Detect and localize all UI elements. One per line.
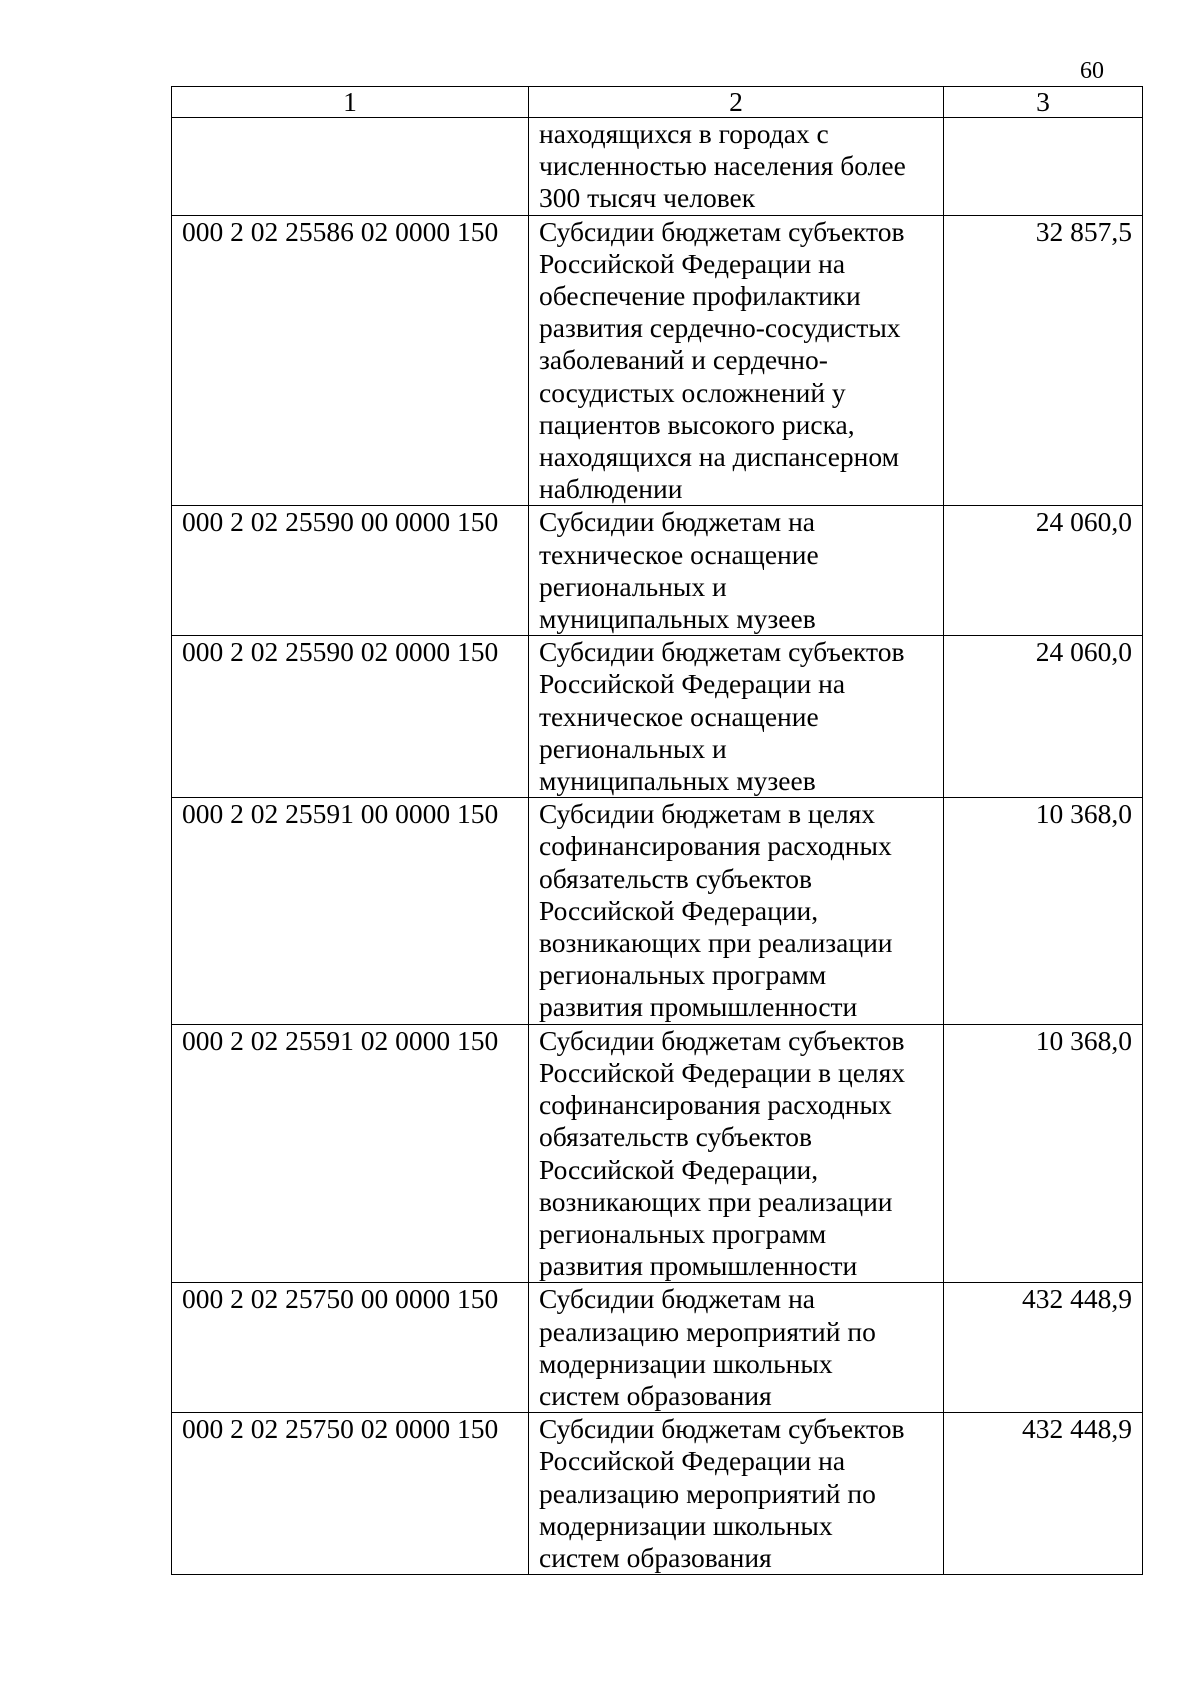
description-line: Субсидии бюджетам субъектов — [539, 636, 905, 668]
description-line: пациентов высокого риска, — [539, 408, 855, 440]
description-line: обеспечение профилактики — [539, 280, 861, 312]
amount-cell: 10 368,0 — [944, 798, 1143, 1024]
description-line: Российской Федерации на — [539, 1445, 846, 1477]
amount-cell — [944, 118, 1143, 216]
budget-code-cell: 000 2 02 25750 02 0000 150 — [172, 1413, 529, 1575]
description-line: муниципальных музеев — [539, 765, 816, 797]
description-line: Российской Федерации, — [539, 894, 819, 926]
header-row — [172, 87, 1143, 118]
column-header-2: 2 — [529, 87, 944, 118]
budget-code-cell — [172, 118, 529, 216]
description-line: Субсидии бюджетам на — [539, 506, 815, 538]
description-line: Субсидии бюджетам на — [539, 1283, 815, 1315]
amount-cell: 432 448,9 — [944, 1413, 1143, 1575]
description-cell — [529, 636, 944, 798]
description-line: Российской Федерации, — [539, 1153, 819, 1185]
description-cell — [529, 118, 944, 216]
description-line: региональных и — [539, 570, 727, 602]
budget-table — [171, 86, 1143, 1575]
description-cell — [529, 1024, 944, 1283]
table-row — [172, 1413, 1143, 1575]
amount-cell: 24 060,0 — [944, 506, 1143, 636]
description-line: Российской Федерации на — [539, 668, 846, 700]
page-number: 60 — [1080, 58, 1104, 84]
description-line: развития промышленности — [539, 991, 858, 1023]
description-line: возникающих при реализации — [539, 1185, 893, 1217]
amount-cell: 10 368,0 — [944, 1024, 1143, 1283]
description-line: обязательств субъектов — [539, 862, 812, 894]
table-body — [172, 118, 1143, 1575]
description-cell — [529, 1283, 944, 1413]
budget-code-cell: 000 2 02 25590 02 0000 150 — [172, 636, 529, 798]
description-line: софинансирования расходных — [539, 1089, 892, 1121]
description-line: Российской Федерации в целях — [539, 1056, 906, 1088]
budget-code-cell: 000 2 02 25750 00 0000 150 — [172, 1283, 529, 1413]
budget-code-cell: 000 2 02 25590 00 0000 150 — [172, 506, 529, 636]
description-cell — [529, 798, 944, 1024]
table-row — [172, 215, 1143, 506]
description-line: находящихся в городах с — [539, 118, 829, 149]
description-line: систем образования — [539, 1379, 772, 1411]
column-header-3: 3 — [944, 87, 1143, 118]
description-line: региональных и — [539, 732, 727, 764]
description-cell — [529, 215, 944, 506]
table-row — [172, 636, 1143, 798]
description-line: региональных программ — [539, 1217, 827, 1249]
description-line: численностью населения более — [539, 150, 906, 182]
description-line: Субсидии бюджетам субъектов — [539, 215, 905, 247]
table-row — [172, 1024, 1143, 1283]
description-line: наблюдении — [539, 473, 683, 505]
description-line: региональных программ — [539, 959, 827, 991]
description-line: техническое оснащение — [539, 538, 819, 570]
description-line: техническое оснащение — [539, 700, 819, 732]
description-line: возникающих при реализации — [539, 927, 893, 959]
description-line: софинансирования расходных — [539, 830, 892, 862]
description-line: сосудистых осложнений у — [539, 376, 846, 408]
description-line: 300 тысяч человек — [539, 182, 756, 214]
description-line: реализацию мероприятий по — [539, 1315, 876, 1347]
description-line: Субсидии бюджетам в целях — [539, 798, 875, 830]
table-row — [172, 1283, 1143, 1413]
budget-code-cell: 000 2 02 25591 02 0000 150 — [172, 1024, 529, 1283]
description-line: заболеваний и сердечно- — [539, 344, 828, 376]
column-header-1: 1 — [172, 87, 529, 118]
amount-cell: 24 060,0 — [944, 636, 1143, 798]
table-header — [172, 87, 1143, 118]
description-line: реализацию мероприятий по — [539, 1477, 876, 1509]
description-line: модернизации школьных — [539, 1347, 833, 1379]
description-line: развития сердечно-сосудистых — [539, 312, 901, 344]
description-line: Российской Федерации на — [539, 247, 846, 279]
description-line: обязательств субъектов — [539, 1121, 812, 1153]
description-line: развития промышленности — [539, 1250, 858, 1282]
description-line: находящихся на диспансерном — [539, 441, 899, 473]
description-line: систем образования — [539, 1541, 772, 1573]
amount-cell: 432 448,9 — [944, 1283, 1143, 1413]
budget-code-cell: 000 2 02 25586 02 0000 150 — [172, 215, 529, 506]
table-row — [172, 118, 1143, 216]
table-row — [172, 506, 1143, 636]
budget-code-cell: 000 2 02 25591 00 0000 150 — [172, 798, 529, 1024]
description-cell — [529, 506, 944, 636]
amount-cell: 32 857,5 — [944, 215, 1143, 506]
description-cell — [529, 1413, 944, 1575]
table-row — [172, 798, 1143, 1024]
description-line: Субсидии бюджетам субъектов — [539, 1413, 905, 1445]
description-line: муниципальных музеев — [539, 603, 816, 635]
description-line: модернизации школьных — [539, 1509, 833, 1541]
description-line: Субсидии бюджетам субъектов — [539, 1024, 905, 1056]
